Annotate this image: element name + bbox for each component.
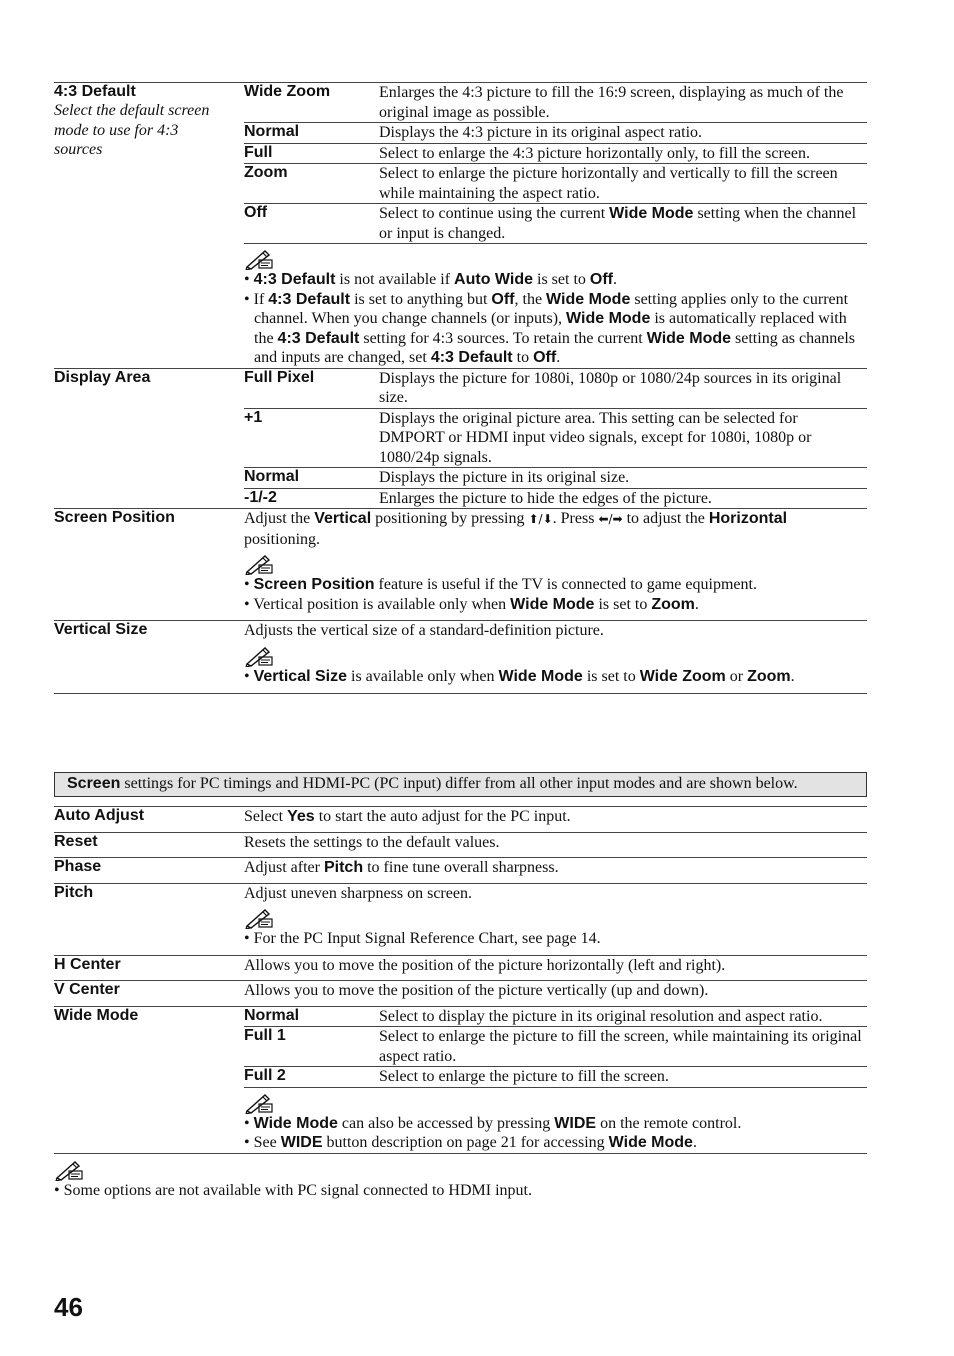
- option-row: [244, 204, 867, 244]
- option-key: Off: [244, 204, 379, 244]
- option-row: [244, 408, 867, 468]
- note-item: • If 4:3 Default is set to anything but Off, the Wide Mode setting applies only to the current channel. When you change channels (or inputs), Wide Mode is automatically replaced with the 4:3 Default setting for 4:3 sources. To retain the current Wide Mode setting as channels and inputs are changed, set 4:3 Default to Off.: [244, 290, 855, 366]
- row-auto-adjust: [54, 807, 867, 833]
- note-item: • Wide Mode can also be accessed by pressing WIDE on the remote control.: [244, 1114, 742, 1132]
- note-pencil-icon: [244, 553, 867, 575]
- setting-label-vertical-size: Vertical Size: [54, 621, 148, 638]
- option-text: Displays the 4:3 picture in its original aspect ratio.: [379, 123, 867, 144]
- note-pencil-icon: [244, 645, 867, 667]
- option-row: [244, 143, 867, 164]
- page-number: 46: [54, 1292, 83, 1322]
- setting-desc-43-default: Select the default screen mode to use for 4:3 sources: [54, 102, 210, 158]
- footer-note: • Some options are not available with PC signal connected to HDMI input.: [54, 1181, 532, 1199]
- setting-text: Adjust the Vertical positioning by pressing ⬆/⬇. Press ⬅/➡ to adjust the Horizontal positioning.: [244, 510, 788, 548]
- note-item: • 4:3 Default is not available if Auto Wide is set to Off.: [244, 271, 617, 288]
- setting-text: Allows you to move the position of the picture horizontally (left and right).: [244, 956, 726, 974]
- option-text: Select to continue using the current Wide Mode setting when the channel or input is changed.: [379, 204, 867, 244]
- note-item: • Screen Position feature is useful if the TV is connected to game equipment.: [244, 576, 757, 593]
- row-v-center: [54, 981, 867, 1007]
- note-item: • See WIDE button description on page 21 for accessing Wide Mode.: [244, 1134, 697, 1151]
- left-right-arrow-icon: ⬅/➡: [598, 512, 623, 526]
- setting-label-43-default: 4:3 Default: [54, 83, 136, 100]
- settings-table: [54, 82, 867, 694]
- option-key: Full Pixel: [244, 368, 315, 386]
- footer-note-row: [54, 1153, 867, 1200]
- setting-label-v-center: V Center: [54, 981, 120, 998]
- option-text: Select to display the picture in its original resolution and aspect ratio.: [379, 1007, 823, 1025]
- row-reset: [54, 832, 867, 858]
- option-key: Wide Zoom: [244, 83, 331, 100]
- note-pencil-icon: [244, 1092, 867, 1114]
- setting-label-display-area: Display Area: [54, 368, 151, 386]
- up-down-arrow-icon: ⬆/⬇: [528, 512, 553, 526]
- option-text: Displays the original picture area. This setting can be selected for DMPORT or HDMI input video signals, except for 1080i, 1080p or 1080/24p signals.: [379, 408, 867, 468]
- note-pencil-icon: [244, 248, 867, 270]
- option-key: Normal: [244, 1006, 300, 1024]
- pc-settings-table: [54, 806, 867, 1200]
- option-text: Select to enlarge the picture to fill the screen.: [379, 1067, 867, 1088]
- option-row: [244, 488, 867, 508]
- row-pitch: [54, 883, 867, 955]
- option-key: Zoom: [244, 164, 379, 204]
- setting-label-wide-mode: Wide Mode: [54, 1006, 139, 1024]
- note-item: • For the PC Input Signal Reference Chart, see page 14.: [244, 930, 601, 947]
- option-text: Displays the picture for 1080i, 1080p or 1080/24p sources in its original size.: [379, 369, 842, 406]
- option-key: Normal: [244, 123, 379, 144]
- setting-label-screen-position: Screen Position: [54, 509, 175, 526]
- row-wide-mode: [54, 1006, 867, 1153]
- row-vertical-size: [54, 621, 867, 694]
- setting-text: Adjust after Pitch to fine tune overall sharpness.: [244, 859, 559, 876]
- setting-label-h-center: H Center: [54, 955, 121, 973]
- note-item: • Vertical Size is available only when Wide Mode is set to Wide Zoom or Zoom.: [244, 667, 795, 685]
- row-h-center: [54, 955, 867, 981]
- note-row: [244, 244, 867, 368]
- option-row: [244, 123, 867, 144]
- option-row: [244, 1007, 867, 1027]
- option-text: Enlarges the 4:3 picture to fill the 16:9 screen, displaying as much of the original image as possible.: [379, 84, 844, 121]
- option-text: Enlarges the picture to hide the edges of the picture.: [379, 488, 867, 508]
- pc-settings-banner: [54, 772, 867, 797]
- row-screen-position: [54, 509, 867, 621]
- note-item: • Vertical position is available only when Wide Mode is set to Zoom.: [244, 595, 699, 613]
- option-key: Full 1: [244, 1027, 379, 1067]
- setting-text: Resets the settings to the default values.: [244, 833, 500, 851]
- setting-label-auto-adjust: Auto Adjust: [54, 807, 145, 824]
- setting-label-phase: Phase: [54, 858, 102, 875]
- option-text: Select to enlarge the 4:3 picture horizontally only, to fill the screen.: [379, 143, 867, 164]
- setting-label-pitch: Pitch: [54, 883, 94, 901]
- options-display-area: [244, 369, 867, 509]
- option-text: Displays the picture in its original size.: [379, 468, 867, 489]
- note-pencil-icon: [244, 907, 867, 929]
- option-row: [244, 1067, 867, 1088]
- option-key: Normal: [244, 468, 379, 489]
- row-43-default: [54, 83, 867, 369]
- setting-text: Adjusts the vertical size of a standard-definition picture.: [244, 622, 604, 639]
- row-phase: [54, 858, 867, 884]
- setting-text: Allows you to move the position of the picture vertically (up and down).: [244, 982, 709, 999]
- setting-label-reset: Reset: [54, 832, 98, 850]
- setting-text: Adjust uneven sharpness on screen.: [244, 884, 472, 902]
- option-row: [244, 164, 867, 204]
- option-text: Select to enlarge the picture horizontally and vertically to fill the screen while maintaining the aspect ratio.: [379, 164, 867, 204]
- banner-text: Screen settings for PC timings and HDMI-PC (PC input) differ from all other input modes and are shown below.: [67, 775, 798, 792]
- row-display-area: [54, 368, 867, 509]
- setting-text: Select Yes to start the auto adjust for the PC input.: [244, 808, 571, 825]
- option-row: [244, 1027, 867, 1067]
- options-wide-mode: [244, 1007, 867, 1153]
- option-row: [244, 369, 867, 409]
- option-row: [244, 468, 867, 489]
- option-key: +1: [244, 408, 379, 468]
- option-key: Full: [244, 143, 379, 164]
- note-pencil-icon: [54, 1159, 867, 1181]
- note-row: [244, 1087, 867, 1153]
- option-row: [244, 83, 867, 123]
- option-text: Select to enlarge the picture to fill the screen, while maintaining its original aspect ratio.: [379, 1027, 867, 1067]
- options-43-default: [244, 83, 867, 368]
- option-key: -1/-2: [244, 488, 379, 508]
- option-key: Full 2: [244, 1067, 379, 1088]
